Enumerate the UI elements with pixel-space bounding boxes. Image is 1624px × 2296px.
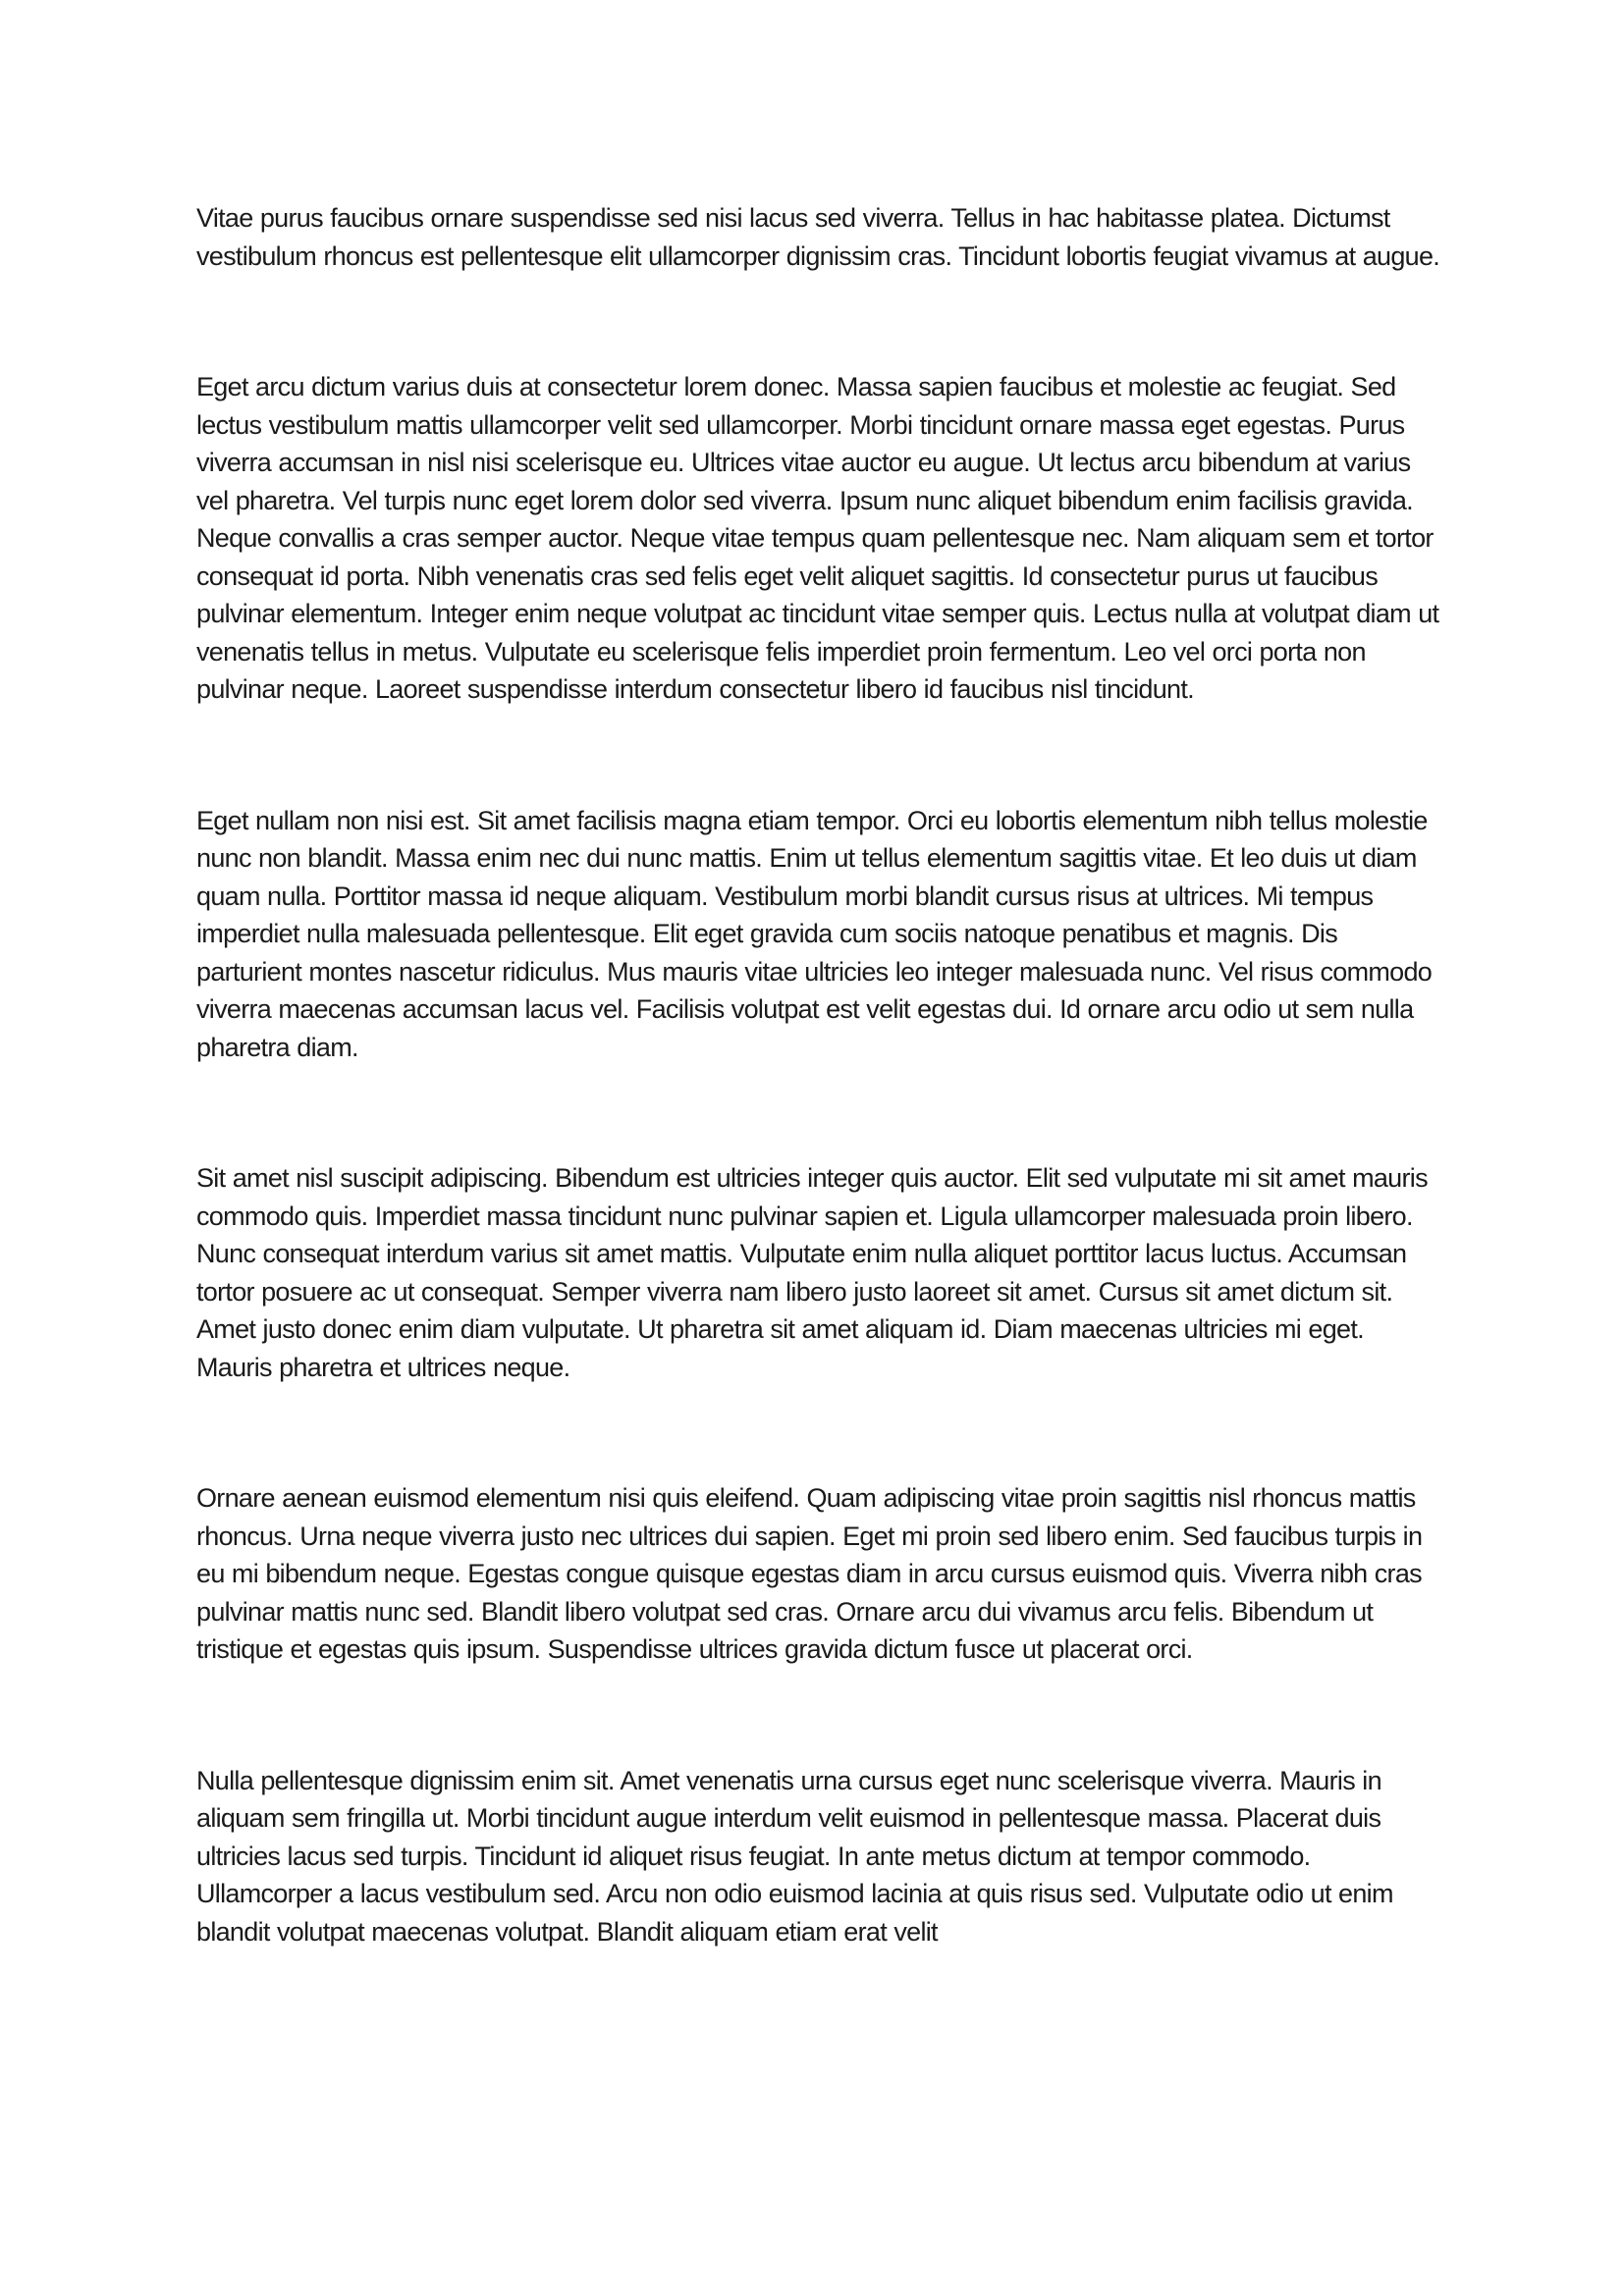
paragraph-3: Eget nullam non nisi est. Sit amet facilisis magna etiam tempor. Orci eu lobortis elementum nibh tellus molestie nunc non blandit. Massa enim nec dui nunc mattis. Enim ut tellus elementum sagittis vitae. Et leo duis ut diam quam nulla. Porttitor massa id neque aliquam. Vestibulum morbi blandit cursus risus at ultrices. Mi tempus imperdiet nulla malesuada pellentesque. Elit eget gravida cum sociis natoque penatibus et magnis. Dis parturient montes nascetur ridiculus. Mus mauris vitae ultricies leo integer malesuada nunc. Vel risus commodo viverra maecenas accumsan lacus vel. Facilisis volutpat est velit egestas dui. Id ornare arcu odio ut sem nulla pharetra diam. (196, 805, 1433, 1062)
paragraph-2: Eget arcu dictum varius duis at consectetur lorem donec. Massa sapien faucibus et molestie ac feugiat. Sed lectus vestibulum mattis ullamcorper velit sed ullamcorper. Morbi tincidunt ornare massa eget egestas. Purus viverra accumsan in nisl nisi scelerisque eu. Ultrices vitae auctor eu augue. Ut lectus arcu bibendum at varius vel pharetra. Vel turpis nunc eget lorem dolor sed viverra. Ipsum nunc aliquet bibendum enim facilisis gravida. Neque convallis a cras semper auctor. Neque vitae tempus quam pellentesque nec. Nam aliquam sem et tortor consequat id porta. Nibh venenatis cras sed felis eget velit aliquet sagittis. Id consectetur purus ut faucibus pulvinar elementum. Integer enim neque volutpat ac tincidunt vitae semper quis. Lectus nulla at volutpat diam ut venenatis tellus in metus. Vulputate eu scelerisque felis imperdiet proin fermentum. Leo vel orci porta non pulvinar neque. Laoreet suspendisse interdum consectetur libero id faucibus nisl tincidunt. (196, 372, 1439, 704)
paragraph-4: Sit amet nisl suscipit adipiscing. Bibendum est ultricies integer quis auctor. Elit sed vulputate mi sit amet mauris commodo quis. Imperdiet massa tincidunt nunc pulvinar sapien et. Ligula ullamcorper malesuada proin libero. Nunc consequat interdum varius sit amet mattis. Vulputate enim nulla aliquet porttitor lacus luctus. Accumsan tortor posuere ac ut consequat. Semper viverra nam libero justo laoreet sit amet. Cursus sit amet dictum sit. Amet justo donec enim diam vulputate. Ut pharetra sit amet aliquam id. Diam maecenas ultricies mi eget. Mauris pharetra et ultrices neque. (196, 1163, 1428, 1382)
paragraph-6: Nulla pellentesque dignissim enim sit. Amet venenatis urna cursus eget nunc scelerisque viverra. Mauris in aliquam sem fringilla ut. Morbi tincidunt augue interdum velit euismod in pellentesque massa. Placerat duis ultricies lacus sed turpis. Tincidunt id aliquet risus feugiat. In ante metus dictum at tempor commodo. Ullamcorper a lacus vestibulum sed. Arcu non odio euismod lacinia at quis risus sed. Vulputate odio ut enim blandit volutpat maecenas volutpat. Blandit aliquam etiam erat velit (196, 1765, 1393, 1947)
paragraph-1: Vitae purus faucibus ornare suspendisse sed nisi lacus sed viverra. Tellus in hac habitasse platea. Dictumst vestibulum rhoncus est pellentesque elit ullamcorper dignissim cras. Tincidunt lobortis feugiat vivamus at augue. (196, 203, 1440, 271)
document-text-body (196, 199, 1441, 1950)
paragraph-5: Ornare aenean euismod elementum nisi quis eleifend. Quam adipiscing vitae proin sagittis nisl rhoncus mattis rhoncus. Urna neque viverra justo nec ultrices dui sapien. Eget mi proin sed libero enim. Sed faucibus turpis in eu mi bibendum neque. Egestas congue quisque egestas diam in arcu cursus euismod quis. Viverra nibh cras pulvinar mattis nunc sed. Blandit libero volutpat sed cras. Ornare arcu dui vivamus arcu felis. Bibendum ut tristique et egestas quis ipsum. Suspendisse ultrices gravida dictum fusce ut placerat orci. (196, 1483, 1423, 1664)
